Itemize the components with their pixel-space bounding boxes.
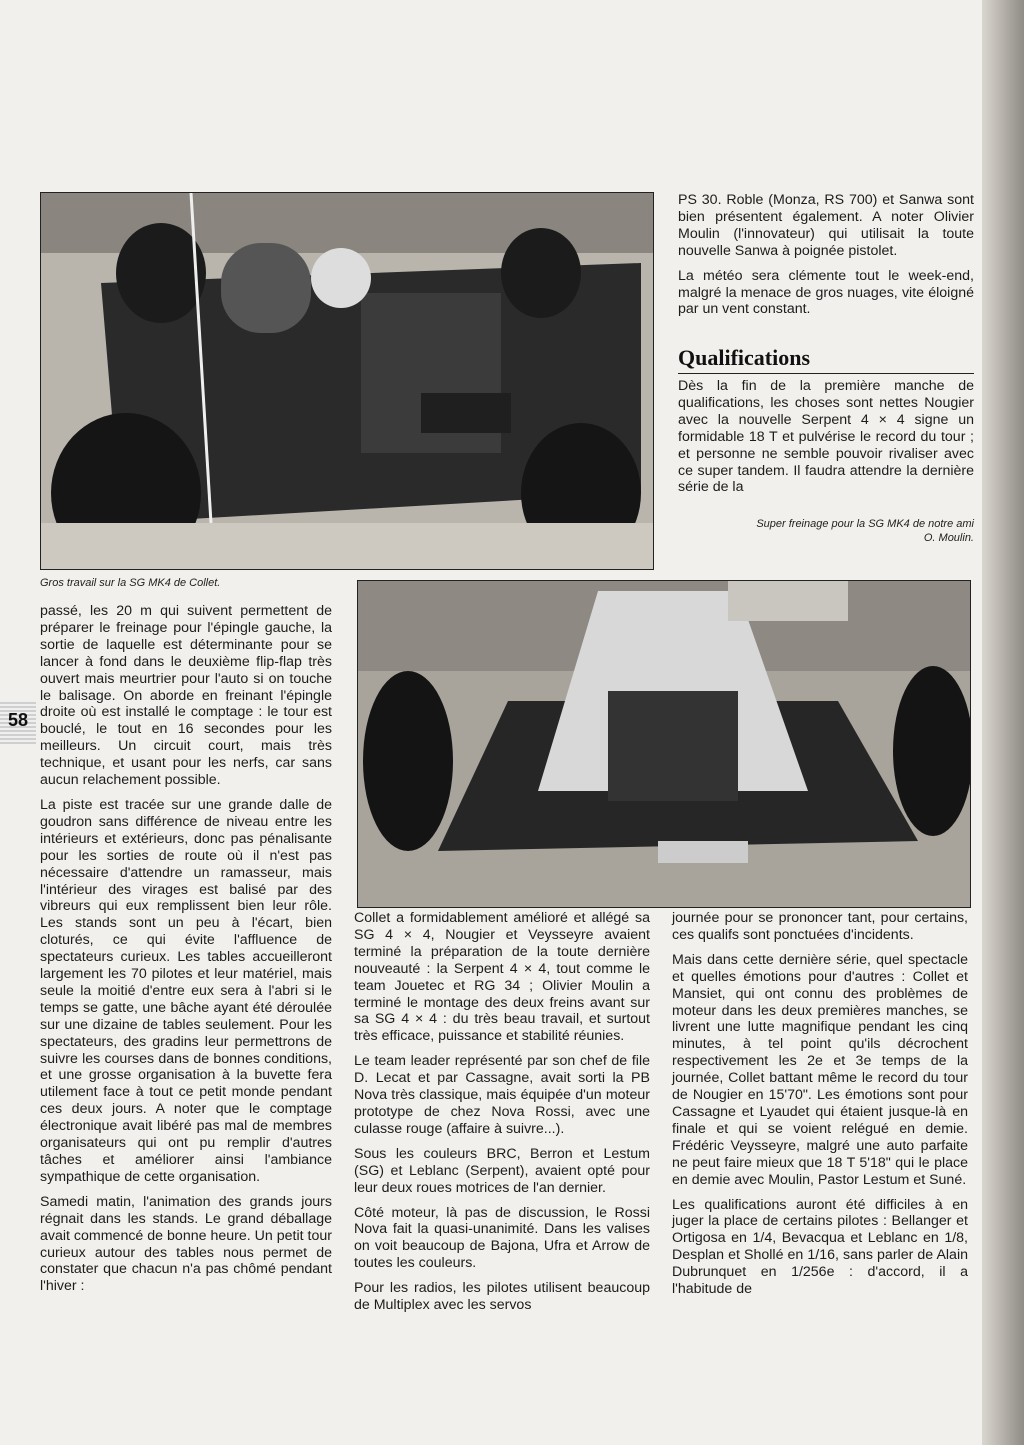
page-edge-shadow: [982, 0, 1024, 1445]
caption-photo-right-line1: Super freinage pour la SG MK4 de notre ami: [756, 518, 974, 530]
column-right-top: [678, 192, 974, 326]
paragraph: PS 30. Roble (Monza, RS 700) et Sanwa sont bien présentent également. A noter Olivier Moulin (l'innovateur) qui utilisait la toute nouvelle Sanwa à poignée pistolet.: [678, 192, 974, 259]
page-number: 58: [8, 710, 29, 730]
paragraph: Pour les radios, les pilotes utilisent beaucoup de Multiplex avec les servos: [354, 1280, 650, 1314]
photo-car-front-brakes-drawing: [358, 581, 970, 907]
photo-car-front-brakes: [357, 580, 971, 908]
section-heading-qualifications: Qualifications: [678, 345, 974, 374]
caption-photo-right: [690, 517, 974, 545]
paragraph: La météo sera clémente tout le week-end, malgré la menace de gros nuages, vite éloigné par un vent constant.: [678, 267, 974, 318]
paragraph: Côté moteur, là pas de discussion, le Rossi Nova fait la quasi-unanimité. Dans les valises on voit beaucoup de Bajona, Ufra et Arrow de toutes les couleurs.: [354, 1204, 650, 1272]
paragraph: journée pour se prononcer tant, pour certains, ces qualifs sont ponctuées d'incidents.: [672, 910, 968, 943]
paragraph: passé, les 20 m qui suivent permettent de préparer le freinage pour l'épingle gauche, la sortie de laquelle est déterminante pour se lancer à fond dans le deuxième flip-flap très ouvert mais meurtrier pour l'auto si on touche le balisage. On aborde en freinant l'épingle droite où est installé le comptage : le tour est bouclé, le tout en 16 secondes pour les meilleurs. Un circuit court, mais très technique, et usant pour les nerfs, car sans aucun relachement possible.: [40, 603, 332, 789]
paragraph: La piste est tracée sur une grande dalle de goudron sans différence de niveau entre les intérieurs et extérieurs, donc pas pénalisante pour les sorties de route où il n'est pas nécessaire d'attendre un ramasseur, mais l'intérieur des virages est balisé par des vibreurs qui eux remplissent bien leur rôle. Les stands sont un peu à l'écart, bien cloturés, ce qui évite l'affluence de spectateurs curieux. Les tables accueilleront largement les 70 pilotes et leur matériel, mais seule la moitié d'entre eux sera à l'abri si le temps se gatte, une bâche ayant été déroulée sur une dizaine de tables seulement. Pour les spectateurs, des gradins leur permettrons de suivre les courses dans de bonnes conditions, et une grosse organisation à la buvette fera utilement face à tout ce petit monde pendant ces deux jours. A noter que le comptage électronique avait libéré pas mal de membres organisateurs qui ont pu remplir d'autres tâches et améliorer ainsi l'ambiance sympathique de cette organisation.: [40, 796, 332, 1185]
caption-photo-right-line2: O. Moulin.: [923, 532, 974, 544]
paragraph: Sous les couleurs BRC, Berron et Lestum (SG) et Leblanc (Serpent), avaient opté pour leur deux roues motrices de l'an dernier.: [354, 1145, 650, 1196]
photo-car-chassis-top-drawing: [41, 193, 653, 569]
paragraph: Dès la fin de la première manche de qualifications, les choses sont nettes Nougier avec la nouvelle Serpent 4 × 4 signe un formidable 18 T et pulvérise le record du tour ; et personne ne semble pouvoir rivaliser avec ce super tandem. Il faudra attendre la dernière série de la: [678, 378, 974, 496]
faded-background-title: [40, 70, 980, 180]
paragraph: Samedi matin, l'animation des grands jours régnait dans les stands. Le grand déballage avait commencé de bonne heure. Un petit tour curieux autour des tables nous permet de constater que chacun n'a pas chômé pendant l'hiver :: [40, 1193, 332, 1295]
column-right-bottom: [672, 910, 968, 1306]
photo-car-chassis-top: [40, 192, 654, 570]
column-right-qualifications: [678, 378, 974, 504]
paragraph: Mais dans cette dernière série, quel spectacle et quelles émotions pour d'autres : Collet et Mansiet, qui ont connu des problèmes de moteur dans les deux premières manches, se livrent une lutte magnifique pendant les cinq minutes, à tel point qu'ils décrochent respectivement les 2e et 3e temps de la journée, Collet battant même le record du tour de Nougier en 15'70". Les émotions sont pour Cassagne et Lyaudet qui étaient jusque-là en finale et qui se voient relégué en demie. Frédéric Veysseyre, malgré une auto parfaite ne peut faire mieux que 18 T 5'18" qui le place en demie avec Moulin, Pastor Lestum et Suné.: [672, 951, 968, 1188]
paragraph: Les qualifications auront été difficiles à en juger la place de certains pilotes : Bellanger et Ortigosa en 1/4, Bevacqua et Leblanc en 1/8, Desplan et Shollé en 1/16, sans parler de Alain Dubrunquet en 1/256e : d'accord, il a l'habitude de: [672, 1196, 968, 1298]
column-middle: [354, 910, 650, 1322]
page-number-tab: [0, 700, 36, 744]
caption-photo-top-left: Gros travail sur la SG MK4 de Collet.: [40, 577, 221, 589]
paragraph: Le team leader représenté par son chef de file D. Lecat et par Cassagne, avait sorti la PB Nova très classique, mais équipée d'un moteur prototype de chez Nova Rossi, avec une culasse rouge (affaire à suivre...).: [354, 1053, 650, 1137]
column-left: [40, 603, 332, 1303]
paragraph: Collet a formidablement amélioré et allégé sa SG 4 × 4, Nougier et Veysseyre avaient terminé la préparation de la toute dernière nouveauté : la Serpent 4 × 4, tout comme le team Jouetec et RG 34 ; Olivier Moulin a terminé le montage des deux freins avant sur sa SG 4 × 4 : du très beau travail, et surtout très efficace, puissance et stabilité réunies.: [354, 910, 650, 1045]
